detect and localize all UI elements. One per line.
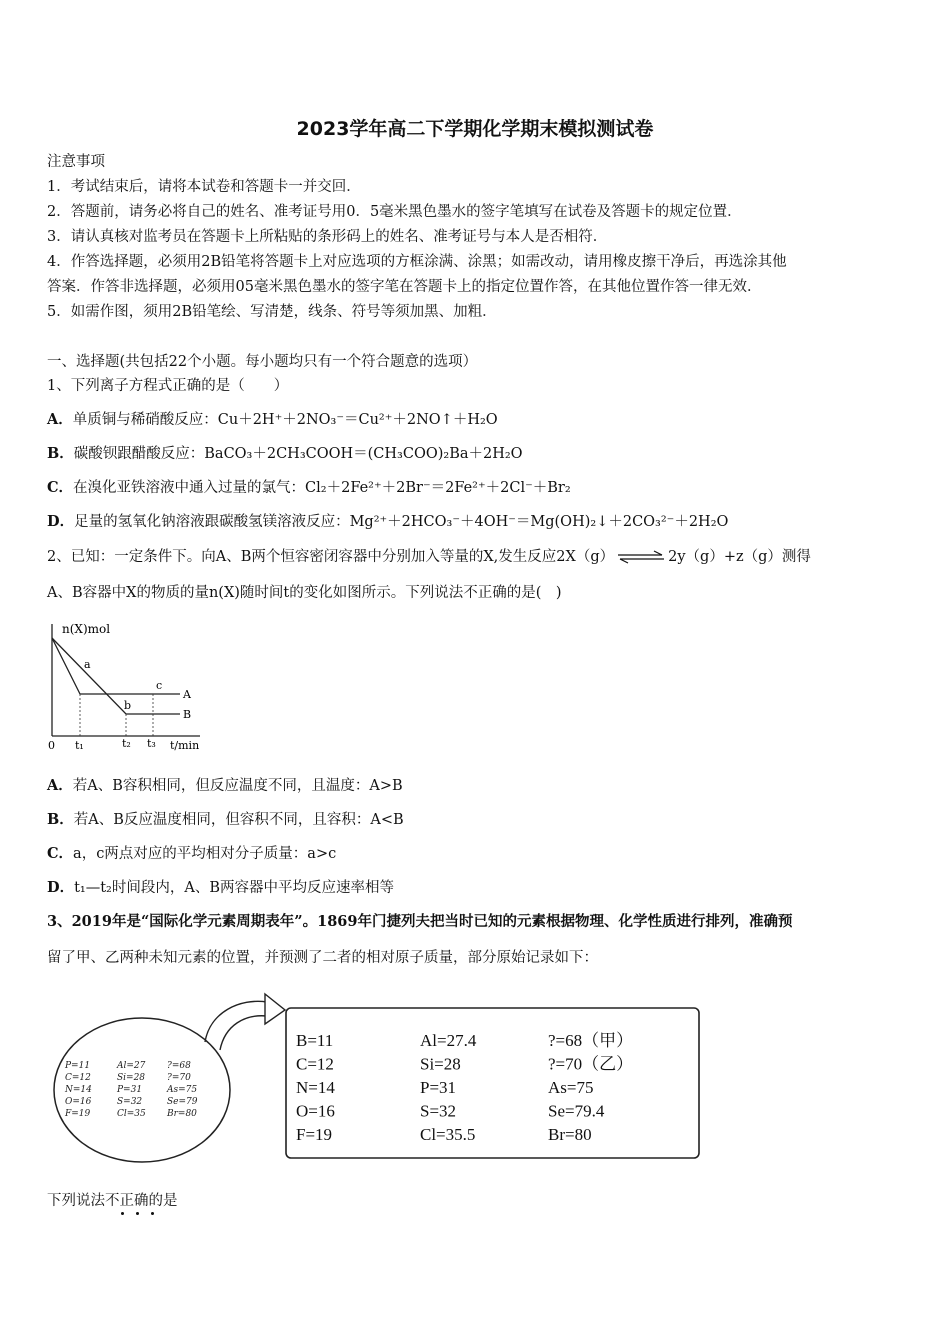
option-label: B． — [47, 811, 74, 828]
svg-text:N=14: N=14 — [65, 1085, 92, 1095]
option-label: C． — [47, 479, 74, 496]
handwritten-manuscript-illustration — [45, 990, 295, 1170]
svg-text:C=12: C=12 — [65, 1073, 91, 1083]
question-1-option-c — [47, 478, 571, 498]
option-label: C． — [47, 845, 74, 862]
notice-item: 1．考试结束后，请将本试卷和答题卡一并交回． — [47, 179, 361, 195]
svg-text:?=70: ?=70 — [167, 1073, 191, 1083]
option-text: 单质铜与稀硝酸反应：Cu＋2H⁺＋2NO₃⁻＝Cu²⁺＋2NO↑＋H₂O — [72, 412, 498, 428]
origin-label: 0 — [48, 739, 55, 752]
point-c-label: c — [156, 679, 163, 692]
svg-text:As=75: As=75 — [167, 1085, 198, 1095]
option-text: 在溴化亚铁溶液中通入过量的氯气：Cl₂＋2Fe²⁺＋2Br⁻＝2Fe²⁺＋2Cl⁻＋Br₂ — [73, 480, 571, 496]
table-cell: ?=70（乙） — [548, 1054, 634, 1074]
table-cell: N=14 — [296, 1078, 335, 1097]
svg-text:F=19: F=19 — [65, 1109, 91, 1119]
table-cell: ?=68（甲） — [548, 1031, 634, 1050]
page-title: 2023学年高二下学期化学期末模拟测试卷 — [296, 118, 654, 140]
svg-text:S=32: S=32 — [117, 1097, 143, 1107]
svg-text:Br=80: Br=80 — [167, 1109, 197, 1119]
svg-text:?=68: ?=68 — [167, 1061, 191, 1071]
option-text: 足量的氢氧化钠溶液跟碳酸氢镁溶液反应：Mg²⁺＋2HCO₃⁻＋4OH⁻＝Mg(OH)₂↓＋2CO₃²⁻＋2H₂O — [74, 514, 729, 530]
table-cell: Si=28 — [420, 1054, 461, 1074]
table-cell: O=16 — [296, 1101, 335, 1121]
notice-item: 答案．作答非选择题，必须用05毫米黑色墨水的签字笔在答题卡上的指定位置作答，在其他位置作答一律无效． — [47, 279, 762, 295]
emphasis-dots — [117, 1212, 161, 1216]
svg-text:Se=79: Se=79 — [167, 1097, 198, 1107]
svg-text:Cl=35: Cl=35 — [117, 1109, 146, 1119]
notice-heading: 注意事项 — [47, 154, 105, 170]
series-b-label: B — [183, 708, 192, 721]
question-3-stem-2: 留了甲、乙两种未知元素的位置，并预测了二者的相对原子质量，部分原始记录如下： — [47, 950, 598, 966]
option-text: a，c两点对应的平均相对分子质量：a>c — [73, 846, 337, 862]
notice-item: 4．作答选择题，必须用2B铅笔将答题卡上对应选项的方框涂满、涂黑；如需改动，请用橡皮擦干净后，再选涂其他 — [47, 254, 787, 270]
equilibrium-arrow-icon — [616, 550, 666, 564]
stem-part: 2y（g）+z（g）测得 — [668, 549, 811, 565]
question-1-option-d — [47, 512, 728, 532]
question-2-option-b — [47, 810, 404, 830]
table-cell: Se=79.4 — [548, 1101, 605, 1121]
element-table — [284, 1006, 704, 1162]
option-label: B． — [47, 445, 74, 462]
option-label: A． — [47, 411, 73, 428]
question-1-option-b — [47, 444, 523, 464]
series-a-label: A — [183, 688, 191, 701]
notice-item: 5．如需作图，须用2B铅笔绘、写清楚，线条、符号等须加黑、加粗． — [47, 304, 497, 320]
table-cell: Cl=35.5 — [420, 1125, 476, 1144]
svg-text:P=31: P=31 — [117, 1085, 143, 1095]
table-cell: Al=27.4 — [420, 1031, 477, 1050]
y-axis-label: n(X)mol — [62, 622, 111, 636]
question-2-stem — [47, 547, 811, 567]
table-column-1 — [296, 1031, 335, 1144]
question-3-prompt: 下列说法不正确的是 — [47, 1193, 178, 1209]
svg-text:O=16: O=16 — [65, 1097, 92, 1107]
question-2-stem-2: A、B容器中X的物质的量n(X)随时间t的变化如图所示。下列说法不正确的是( ) — [47, 585, 562, 601]
option-text: 若A、B反应温度相同，但容积不同，且容积：A<B — [73, 812, 404, 828]
notice-item: 3．请认真核对监考员在答题卡上所粘贴的条形码上的姓名、准考证号与本人是否相符． — [47, 229, 608, 245]
nx-time-graph — [40, 616, 215, 756]
option-label: D． — [47, 513, 75, 530]
option-text: t₁—t₂时间段内，A、B两容器中平均反应速率相等 — [74, 880, 394, 896]
point-b-label: b — [124, 699, 132, 712]
x-axis-label: t/min — [170, 739, 200, 752]
notice-item: 2．答题前，请务必将自己的姓名、准考证号用0．5毫米黑色墨水的签字笔填写在试卷及答题卡的规定位置． — [47, 204, 742, 220]
table-cell: S=32 — [420, 1101, 457, 1121]
option-label: D． — [47, 879, 75, 896]
question-3-stem: 3、2019年是“国际化学元素周期表年”。1869年门捷列夫把当时已知的元素根据物理、化学性质进行排列，准确预 — [47, 913, 793, 930]
stem-part: 2、已知：一定条件下。向A、B两个恒容密闭容器中分别加入等量的X,发生反应2X（g） — [47, 549, 615, 565]
option-text: 若A、B容积相同，但反应温度不同，且温度：A>B — [72, 778, 403, 794]
tick-t3: t₃ — [147, 737, 156, 750]
table-cell: As=75 — [548, 1078, 594, 1097]
section-heading: 一、选择题(共包括22个小题。每小题均只有一个符合题意的选项） — [47, 354, 478, 370]
svg-text:P=11: P=11 — [65, 1061, 91, 1071]
tick-t2: t₂ — [122, 737, 131, 750]
table-cell: P=31 — [420, 1078, 457, 1097]
table-cell: C=12 — [296, 1054, 334, 1074]
point-a-label: a — [84, 658, 91, 671]
svg-text:Al=27: Al=27 — [117, 1061, 146, 1071]
question-2-option-a — [47, 776, 403, 796]
option-text: 碳酸钡跟醋酸反应：BaCO₃＋2CH₃COOH＝(CH₃COO)₂Ba＋2H₂O — [73, 446, 523, 462]
question-1-stem: 1、下列离子方程式正确的是（ ） — [47, 378, 289, 394]
table-cell: Br=80 — [548, 1125, 592, 1144]
question-2-option-c — [47, 844, 336, 864]
table-cell: F=19 — [296, 1125, 333, 1144]
tick-t1: t₁ — [75, 739, 84, 752]
table-cell: B=11 — [296, 1031, 334, 1050]
question-1-option-a — [47, 410, 498, 430]
question-2-option-d — [47, 878, 394, 898]
option-label: A． — [47, 777, 73, 794]
svg-text:Si=28: Si=28 — [117, 1073, 146, 1083]
